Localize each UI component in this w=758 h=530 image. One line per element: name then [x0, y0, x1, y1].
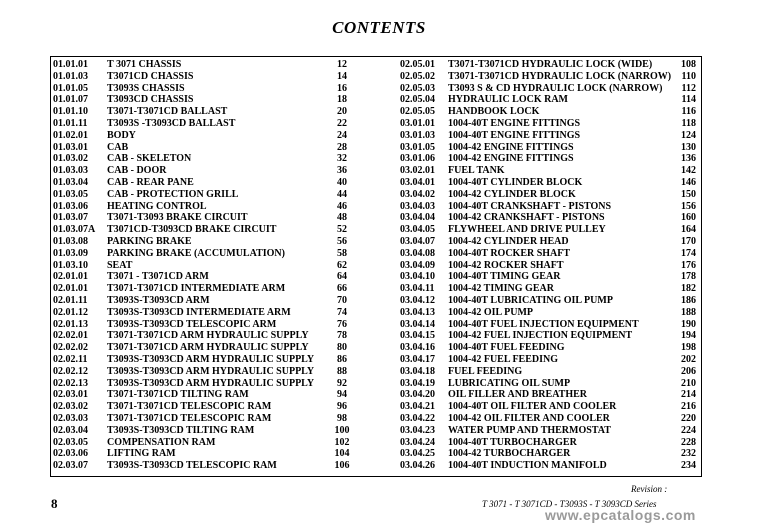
section-code: 02.01.12: [53, 306, 88, 318]
section-code: 01.03.01: [53, 141, 88, 153]
contents-row: [400, 189, 700, 201]
section-title: T3071-T3071CD TELESCOPIC RAM: [107, 412, 272, 424]
section-code: 02.01.11: [53, 294, 88, 306]
page-ref: 194: [681, 330, 696, 342]
section-code: 01.02.01: [53, 129, 88, 141]
page-ref: 88: [337, 365, 347, 377]
section-code: 02.03.06: [53, 448, 88, 460]
section-title: T3071CD CHASSIS: [107, 70, 194, 82]
section-title: 1004-40T CRANKSHAFT - PISTONS: [448, 200, 612, 212]
section-title: FLYWHEEL AND DRIVE PULLEY: [448, 224, 606, 236]
section-code: 03.01.03: [400, 129, 435, 141]
section-title: T3071-T3071CD TELESCOPIC RAM: [107, 401, 272, 413]
contents-row: [53, 437, 388, 449]
section-title: HANDBOOK LOCK: [448, 106, 540, 118]
section-title: CAB - SKELETON: [107, 153, 192, 165]
section-code: 03.04.01: [400, 176, 435, 188]
section-title: T3093 S & CD HYDRAULIC LOCK (NARROW): [448, 82, 663, 94]
watermark: www.epcatalogs.com: [545, 507, 696, 523]
contents-row: [400, 389, 700, 401]
section-code: 02.02.13: [53, 377, 88, 389]
contents-left-column: [53, 59, 388, 472]
page-ref: 112: [681, 82, 696, 94]
page-ref: 96: [337, 401, 347, 413]
section-title: 1004-42 TIMING GEAR: [448, 283, 554, 295]
section-title: 1004-40T TURBOCHARGER: [448, 436, 577, 448]
section-title: CAB - REAR PANE: [107, 176, 194, 188]
section-code: 03.04.08: [400, 247, 435, 259]
contents-row: [53, 224, 388, 236]
contents-row: [400, 94, 700, 106]
section-code: 03.04.04: [400, 212, 435, 224]
page-ref: 36: [337, 165, 347, 177]
page-ref: 210: [681, 377, 696, 389]
section-code: 03.04.09: [400, 259, 435, 271]
section-code: 02.03.04: [53, 424, 88, 436]
contents-row: [400, 425, 700, 437]
section-title: FUEL TANK: [448, 165, 505, 177]
page-ref: 220: [681, 412, 696, 424]
section-code: 03.04.07: [400, 235, 435, 247]
page-ref: 28: [337, 141, 347, 153]
page-ref: 142: [681, 165, 696, 177]
contents-row: [400, 130, 700, 142]
contents-row: [400, 295, 700, 307]
page-ref: 80: [337, 342, 347, 354]
section-code: 03.04.25: [400, 448, 435, 460]
page-ref: 232: [681, 448, 696, 460]
contents-row: [53, 142, 388, 154]
contents-row: [53, 283, 388, 295]
contents-row: [53, 295, 388, 307]
page-number: 8: [51, 496, 58, 511]
section-code: 03.04.23: [400, 424, 435, 436]
contents-row: [400, 142, 700, 154]
page-ref: 32: [337, 153, 347, 165]
contents-row: [53, 448, 388, 460]
section-title: 1004-40T TIMING GEAR: [448, 271, 561, 283]
section-title: 1004-40T FUEL FEEDING: [448, 342, 565, 354]
contents-row: [400, 330, 700, 342]
section-code: 02.03.01: [53, 389, 88, 401]
page-ref: 16: [337, 82, 347, 94]
contents-row: [53, 319, 388, 331]
contents-row: [400, 401, 700, 413]
section-code: 03.04.26: [400, 460, 435, 472]
page-ref: 186: [681, 294, 696, 306]
contents-row: [53, 94, 388, 106]
contents-row: [53, 354, 388, 366]
contents-row: [53, 366, 388, 378]
section-code: 01.03.03: [53, 165, 88, 177]
contents-row: [400, 83, 700, 95]
page-ref: 22: [337, 117, 347, 129]
contents-row: [400, 118, 700, 130]
contents-row: [400, 212, 700, 224]
section-code: 03.04.10: [400, 271, 435, 283]
section-code: 02.05.04: [400, 94, 435, 106]
section-code: 02.02.12: [53, 365, 88, 377]
section-code: 03.01.06: [400, 153, 435, 165]
page-title: CONTENTS: [332, 18, 426, 37]
section-code: 03.04.14: [400, 318, 435, 330]
section-code: 02.05.01: [400, 59, 435, 70]
page-ref: 24: [337, 129, 347, 141]
contents-row: [400, 271, 700, 283]
page-ref: 224: [681, 424, 696, 436]
section-code: 03.04.18: [400, 365, 435, 377]
contents-row: [400, 354, 700, 366]
revision-label: Revision :: [631, 484, 668, 494]
section-code: 03.04.16: [400, 342, 435, 354]
section-code: 03.04.13: [400, 306, 435, 318]
contents-row: [400, 460, 700, 472]
page-ref: 116: [681, 106, 696, 118]
section-code: 03.04.02: [400, 188, 435, 200]
section-code: 02.01.13: [53, 318, 88, 330]
page-ref: 92: [337, 377, 347, 389]
section-title: T3071-T3071CD INTERMEDIATE ARM: [107, 283, 286, 295]
section-code: 02.03.07: [53, 460, 88, 472]
section-code: 03.01.05: [400, 141, 435, 153]
page-ref: 20: [337, 106, 347, 118]
contents-row: [400, 71, 700, 83]
contents-row: [400, 260, 700, 272]
page-ref: 94: [337, 389, 347, 401]
section-code: 01.01.07: [53, 94, 88, 106]
contents-row: [400, 413, 700, 425]
section-title: HEATING CONTROL: [107, 200, 207, 212]
section-title: 1004-42 CYLINDER BLOCK: [448, 188, 576, 200]
contents-row: [53, 153, 388, 165]
page-ref: 130: [681, 141, 696, 153]
contents-row: [400, 165, 700, 177]
contents-row: [400, 248, 700, 260]
contents-row: [53, 106, 388, 118]
page-ref: 18: [337, 94, 347, 106]
section-code: 02.03.03: [53, 412, 88, 424]
page-ref: 124: [681, 129, 696, 141]
page-ref: 108: [681, 59, 696, 70]
section-code: 02.02.02: [53, 342, 88, 354]
page-ref: 74: [337, 306, 347, 318]
contents-table: [50, 56, 702, 477]
section-code: 02.05.03: [400, 82, 435, 94]
section-title: 1004-42 OIL PUMP: [448, 306, 533, 318]
page-ref: 136: [681, 153, 696, 165]
page-ref: 48: [337, 212, 347, 224]
section-title: 1004-42 CYLINDER HEAD: [448, 235, 569, 247]
contents-row: [400, 106, 700, 118]
section-title: T3093CD CHASSIS: [107, 94, 194, 106]
section-code: 02.01.01: [53, 271, 88, 283]
section-code: 03.04.19: [400, 377, 435, 389]
page-ref: 110: [681, 70, 696, 82]
section-code: 01.01.11: [53, 117, 88, 129]
page-ref: 76: [337, 318, 347, 330]
section-title: 1004-42 FUEL FEEDING: [448, 353, 559, 365]
contents-row: [53, 413, 388, 425]
section-code: 02.02.11: [53, 353, 88, 365]
section-title: T3071CD-T3093CD BRAKE CIRCUIT: [107, 224, 277, 236]
contents-row: [53, 59, 388, 71]
section-title: PARKING BRAKE (ACCUMULATION): [107, 247, 285, 259]
section-title: BODY: [107, 129, 136, 141]
section-title: 1004-42 CRANKSHAFT - PISTONS: [448, 212, 605, 224]
page-ref: 14: [337, 70, 347, 82]
page-ref: 78: [337, 330, 347, 342]
page-ref: 190: [681, 318, 696, 330]
section-title: T3093S-T3093CD TELESCOPIC ARM: [107, 318, 277, 330]
section-title: T3093S-T3093CD ARM HYDRAULIC SUPPLY: [107, 377, 315, 389]
contents-row: [400, 448, 700, 460]
contents-row: [53, 83, 388, 95]
contents-row: [400, 177, 700, 189]
section-title: 1004-40T ROCKER SHAFT: [448, 247, 571, 259]
section-code: 03.04.15: [400, 330, 435, 342]
contents-row: [400, 59, 700, 71]
contents-right-column: [400, 59, 700, 472]
section-code: 03.04.05: [400, 224, 435, 236]
section-title: 1004-42 TURBOCHARGER: [448, 448, 571, 460]
contents-row: [400, 366, 700, 378]
section-code: 01.03.08: [53, 235, 88, 247]
contents-row: [400, 342, 700, 354]
section-code: 01.01.05: [53, 82, 88, 94]
section-code: 03.04.11: [400, 283, 435, 295]
section-title: T3071-T3093 BRAKE CIRCUIT: [107, 212, 248, 224]
section-code: 02.05.02: [400, 70, 435, 82]
contents-row: [53, 212, 388, 224]
section-title: 1004-42 OIL FILTER AND COOLER: [448, 412, 610, 424]
section-title: 1004-40T INDUCTION MANIFOLD: [448, 460, 607, 472]
section-title: T3093S-T3093CD TELESCOPIC RAM: [107, 460, 277, 472]
section-title: 1004-40T ENGINE FITTINGS: [448, 129, 581, 141]
section-code: 03.04.17: [400, 353, 435, 365]
section-title: COMPENSATION RAM: [107, 436, 216, 448]
contents-row: [53, 165, 388, 177]
section-title: OIL FILLER AND BREATHER: [448, 389, 588, 401]
section-title: FUEL FEEDING: [448, 365, 523, 377]
page-ref: 160: [681, 212, 696, 224]
contents-row: [53, 118, 388, 130]
section-title: WATER PUMP AND THERMOSTAT: [448, 424, 611, 436]
page-ref: 178: [681, 271, 696, 283]
page-ref: 216: [681, 401, 696, 413]
page-ref: 98: [337, 412, 347, 424]
section-code: 01.03.09: [53, 247, 88, 259]
section-title: SEAT: [107, 259, 133, 271]
page-ref: 102: [334, 436, 350, 448]
section-title: 1004-42 ENGINE FITTINGS: [448, 141, 574, 153]
section-title: 1004-40T OIL FILTER AND COOLER: [448, 401, 617, 413]
contents-row: [400, 224, 700, 236]
page-ref: 104: [334, 448, 350, 460]
section-title: 1004-42 ENGINE FITTINGS: [448, 153, 574, 165]
section-title: 1004-40T FUEL INJECTION EQUIPMENT: [448, 318, 639, 330]
contents-row: [53, 342, 388, 354]
section-title: T3093S-T3093CD INTERMEDIATE ARM: [107, 306, 291, 318]
contents-row: [53, 260, 388, 272]
page-ref: 40: [337, 176, 347, 188]
contents-row: [400, 283, 700, 295]
section-code: 02.02.01: [53, 330, 88, 342]
page-ref: 46: [337, 200, 347, 212]
section-code: 02.05.05: [400, 106, 435, 118]
section-title: T3071-T3071CD BALLAST: [107, 106, 228, 118]
page-ref: 170: [681, 235, 696, 247]
page-ref: 234: [681, 460, 696, 472]
contents-row: [400, 236, 700, 248]
page-ref: 86: [337, 353, 347, 365]
page-ref: 100: [334, 424, 350, 436]
section-code: 03.04.24: [400, 436, 435, 448]
section-title: T3093S-T3093CD ARM HYDRAULIC SUPPLY: [107, 353, 315, 365]
contents-row: [53, 425, 388, 437]
contents-row: [53, 201, 388, 213]
series-label: T 3071 - T 3071CD - T3093S - T 3093CD Series: [482, 499, 657, 509]
section-title: T3093S CHASSIS: [107, 82, 185, 94]
contents-row: [400, 378, 700, 390]
section-title: T3071 - T3071CD ARM: [107, 271, 209, 283]
section-code: 01.01.01: [53, 59, 88, 70]
section-title: CAB: [107, 141, 129, 153]
page-ref: 198: [681, 342, 696, 354]
page-ref: 52: [337, 224, 347, 236]
page-ref: 64: [337, 271, 347, 283]
page-ref: 182: [681, 283, 696, 295]
section-code: 03.01.01: [400, 117, 435, 129]
page-ref: 214: [681, 389, 696, 401]
section-code: 03.04.22: [400, 412, 435, 424]
section-code: 01.03.10: [53, 259, 88, 271]
page-ref: 228: [681, 436, 696, 448]
section-code: 01.03.05: [53, 188, 88, 200]
page-ref: 176: [681, 259, 696, 271]
contents-row: [400, 153, 700, 165]
section-code: 02.03.05: [53, 436, 88, 448]
contents-row: [53, 460, 388, 472]
section-code: 02.01.01: [53, 283, 88, 295]
section-code: 01.03.06: [53, 200, 88, 212]
page-ref: 66: [337, 283, 347, 295]
section-code: 03.04.20: [400, 389, 435, 401]
contents-row: [53, 378, 388, 390]
page-ref: 114: [681, 94, 696, 106]
section-title: LIFTING RAM: [107, 448, 176, 460]
contents-row: [53, 271, 388, 283]
section-title: 1004-40T LUBRICATING OIL PUMP: [448, 294, 613, 306]
section-title: T3093S-T3093CD ARM: [107, 294, 210, 306]
page-ref: 58: [337, 247, 347, 259]
page-ref: 106: [334, 460, 350, 472]
contents-row: [53, 330, 388, 342]
section-title: T3071-T3071CD ARM HYDRAULIC SUPPLY: [107, 342, 309, 354]
section-title: LUBRICATING OIL SUMP: [448, 377, 571, 389]
contents-row: [53, 236, 388, 248]
page-ref: 12: [337, 59, 347, 70]
section-title: T3093S-T3093CD TILTING RAM: [107, 424, 255, 436]
section-code: 03.04.12: [400, 294, 435, 306]
contents-row: [400, 307, 700, 319]
section-title: CAB - PROTECTION GRILL: [107, 188, 239, 200]
section-code: 03.02.01: [400, 165, 435, 177]
page-ref: 150: [681, 188, 696, 200]
section-title: 1004-40T CYLINDER BLOCK: [448, 176, 583, 188]
section-code: 03.04.21: [400, 401, 435, 413]
page-ref: 56: [337, 235, 347, 247]
section-title: HYDRAULIC LOCK RAM: [448, 94, 568, 106]
section-code: 01.03.07: [53, 212, 88, 224]
page-ref: 44: [337, 188, 347, 200]
section-title: T3093S-T3093CD ARM HYDRAULIC SUPPLY: [107, 365, 315, 377]
contents-row: [53, 248, 388, 260]
section-title: T3071-T3071CD TILTING RAM: [107, 389, 249, 401]
contents-row: [53, 71, 388, 83]
contents-row: [400, 437, 700, 449]
page-ref: 164: [681, 224, 696, 236]
contents-row: [53, 189, 388, 201]
section-title: 1004-42 ROCKER SHAFT: [448, 259, 564, 271]
section-title: 1004-42 FUEL INJECTION EQUIPMENT: [448, 330, 633, 342]
section-code: 03.04.03: [400, 200, 435, 212]
contents-row: [400, 201, 700, 213]
section-code: 01.03.07A: [53, 224, 96, 236]
contents-row: [53, 401, 388, 413]
page-ref: 62: [337, 259, 347, 271]
section-code: 01.01.10: [53, 106, 88, 118]
contents-row: [53, 307, 388, 319]
page-ref: 188: [681, 306, 696, 318]
page-ref: 146: [681, 176, 696, 188]
page-ref: 206: [681, 365, 696, 377]
contents-row: [400, 319, 700, 331]
section-code: 01.03.04: [53, 176, 88, 188]
section-title: CAB - DOOR: [107, 165, 167, 177]
section-code: 02.03.02: [53, 401, 88, 413]
page-ref: 202: [681, 353, 696, 365]
section-code: 01.03.02: [53, 153, 88, 165]
section-title: T3071-T3071CD ARM HYDRAULIC SUPPLY: [107, 330, 309, 342]
page-ref: 156: [681, 200, 696, 212]
section-title: T 3071 CHASSIS: [107, 59, 182, 70]
section-title: T3093S -T3093CD BALLAST: [107, 117, 236, 129]
page-ref: 70: [337, 294, 347, 306]
section-title: PARKING BRAKE: [107, 235, 192, 247]
page-ref: 174: [681, 247, 696, 259]
contents-row: [53, 130, 388, 142]
contents-row: [53, 177, 388, 189]
page-ref: 118: [681, 117, 696, 129]
section-title: 1004-40T ENGINE FITTINGS: [448, 117, 581, 129]
section-title: T3071-T3071CD HYDRAULIC LOCK (WIDE): [448, 59, 653, 70]
contents-row: [53, 389, 388, 401]
section-title: T3071-T3071CD HYDRAULIC LOCK (NARROW): [448, 70, 672, 82]
section-code: 01.01.03: [53, 70, 88, 82]
